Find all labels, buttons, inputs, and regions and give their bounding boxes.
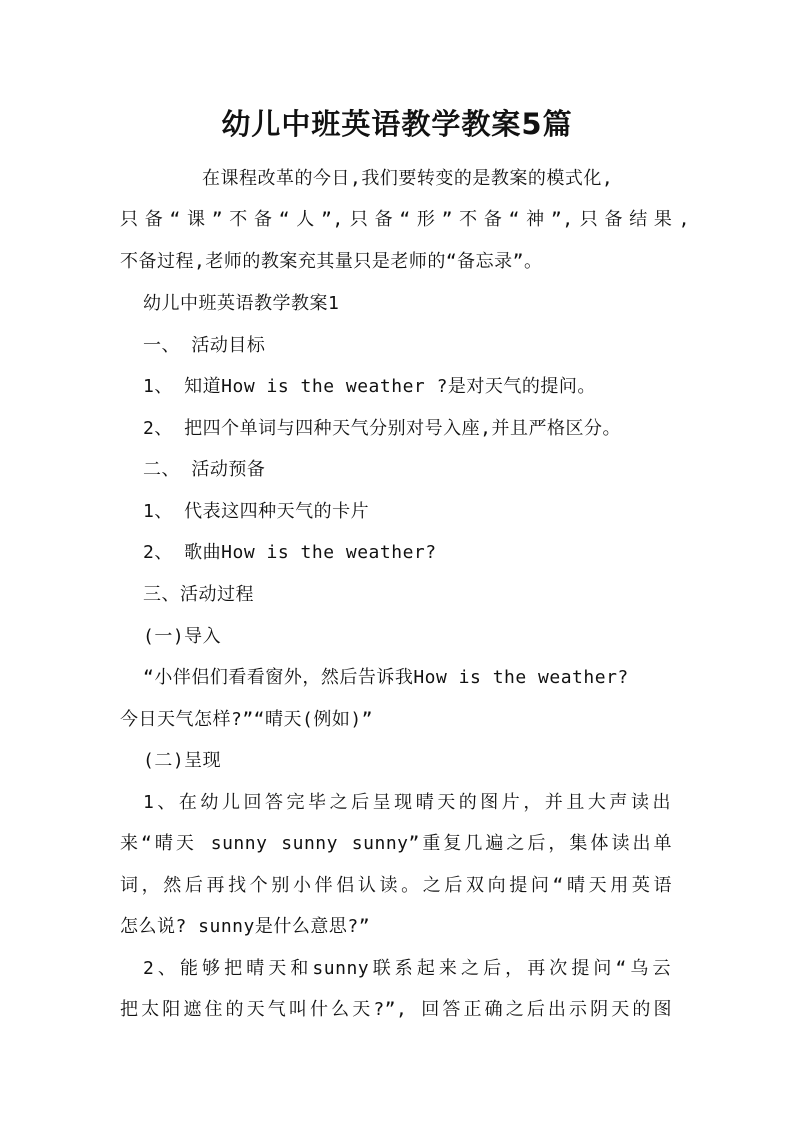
document-title: 幼儿中班英语教学教案5篇 xyxy=(221,107,573,141)
intro-line-3: 不备过程,老师的教案充其量只是老师的“备忘录”。 xyxy=(120,251,543,272)
prep-item-2: 2、 歌曲How is the weather? xyxy=(143,542,437,563)
present-text-line-2: 来“晴天 sunny sunny sunny”重复几遍之后，集体读出单 xyxy=(120,833,672,854)
part-heading-present: (二)呈现 xyxy=(143,750,222,771)
intro-text-line-1: “小伴侣们看看窗外，然后告诉我How is the weather? xyxy=(143,667,629,688)
present-text-line-4: 怎么说? sunny是什么意思?” xyxy=(120,916,371,937)
goal-item-1: 1、 知道How is the weather ?是对天气的提问。 xyxy=(143,376,596,397)
lesson-title: 幼儿中班英语教学教案1 xyxy=(143,293,340,314)
present-text-line-5: 2、能够把晴天和sunny联系起来之后，再次提问“乌云 xyxy=(143,958,671,979)
section-heading-preparation: 二、 活动预备 xyxy=(143,459,266,480)
intro-line-1: 在课程改革的今日,我们要转变的是教案的模式化, xyxy=(202,168,614,189)
present-text-line-6: 把太阳遮住的天气叫什么天?”, 回答正确之后出示阴天的图 xyxy=(120,999,672,1020)
section-heading-process: 三、活动过程 xyxy=(143,584,254,605)
present-text-line-1: 1、在幼儿回答完毕之后呈现晴天的图片，并且大声读出 xyxy=(143,792,671,813)
present-text-line-3: 词，然后再找个别小伴侣认读。之后双向提问“晴天用英语 xyxy=(120,875,672,896)
intro-text-line-2: 今日天气怎样?”“晴天(例如)” xyxy=(120,709,374,730)
intro-line-2: 只备“课”不备“人”,只备“形”不备“神”,只备结果, xyxy=(120,209,690,230)
section-heading-goals: 一、 活动目标 xyxy=(143,335,266,356)
prep-item-1: 1、 代表这四种天气的卡片 xyxy=(143,501,370,522)
part-heading-intro: (一)导入 xyxy=(143,626,222,647)
goal-item-2: 2、 把四个单词与四种天气分别对号入座,并且严格区分。 xyxy=(143,418,622,439)
